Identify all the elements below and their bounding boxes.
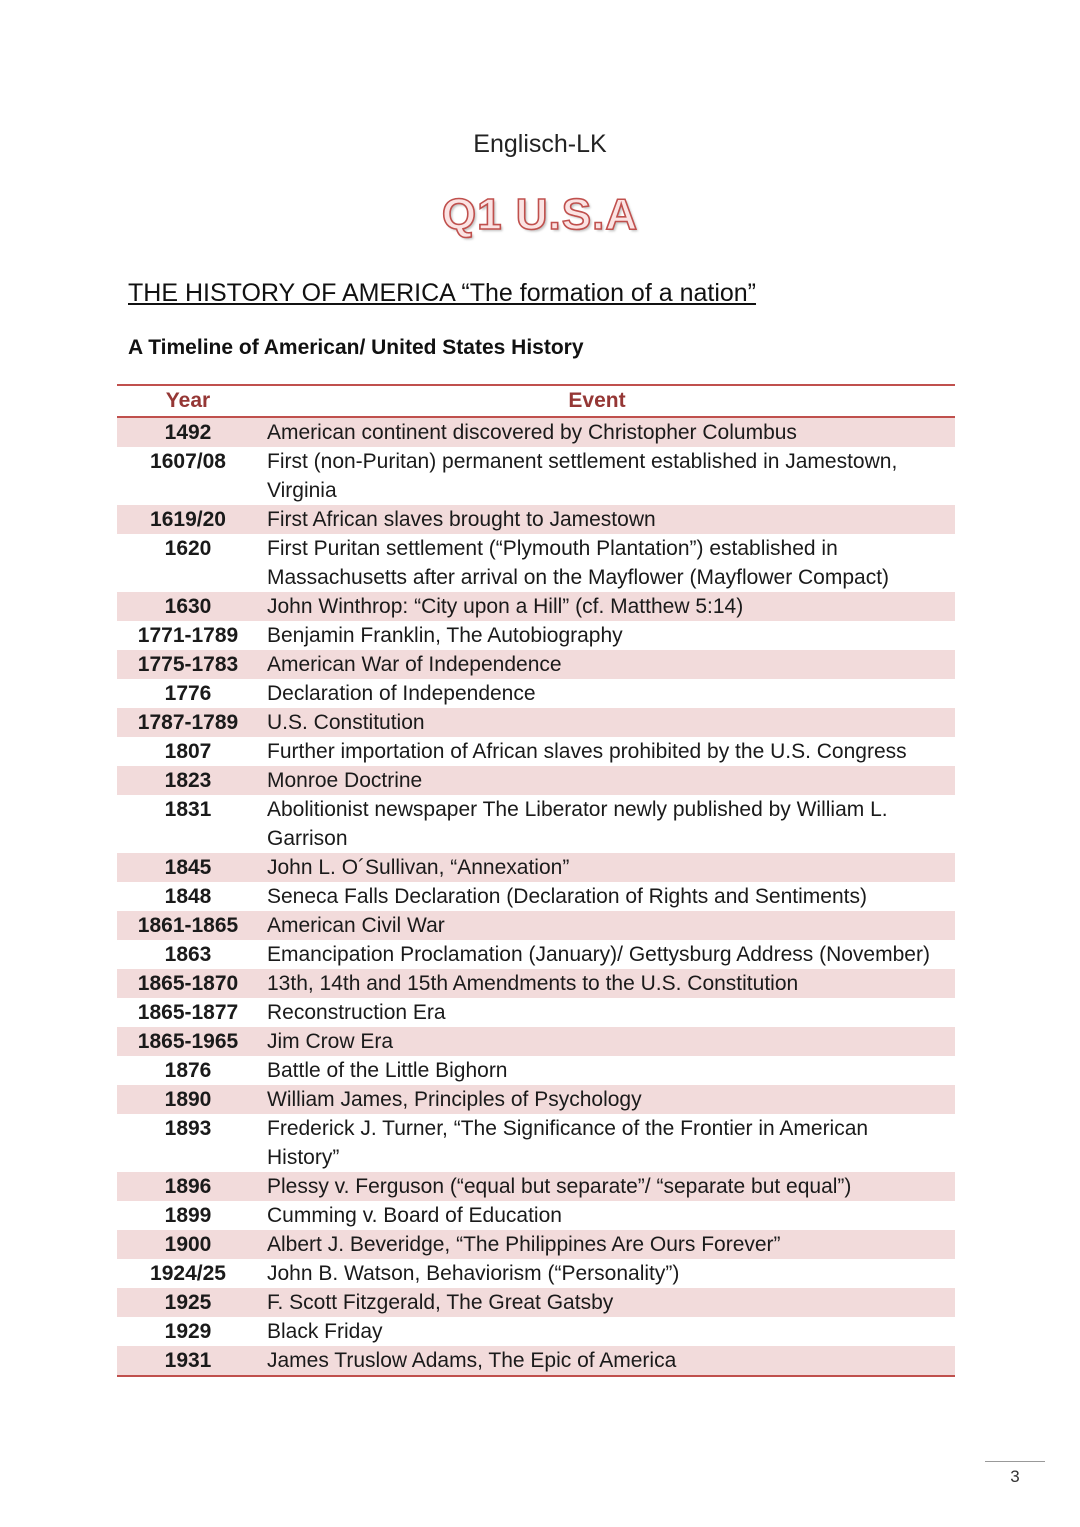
timeline-title: A Timeline of American/ United States History <box>128 336 584 359</box>
event-cell: Benjamin Franklin, The Autobiography <box>267 624 623 647</box>
year-cell: 1619/20 <box>150 508 226 531</box>
year-cell: 1876 <box>164 1059 212 1082</box>
table-row <box>117 1172 955 1201</box>
table-row <box>117 534 955 592</box>
event-cell: American War of Independence <box>267 653 562 676</box>
table-row <box>117 1259 955 1288</box>
event-cell: U.S. Constitution <box>267 711 425 734</box>
event-column-header: Event <box>568 389 626 412</box>
year-cell: 1823 <box>164 769 212 792</box>
table-row <box>117 505 955 534</box>
table-row <box>117 708 955 737</box>
table-row <box>117 679 955 708</box>
year-cell: 1831 <box>164 798 212 821</box>
page-number-rule <box>985 1461 1045 1462</box>
table-row <box>117 1201 955 1230</box>
event-cell: Plessy v. Ferguson (“equal but separate”/ “separate but equal”) <box>267 1175 852 1198</box>
table-row <box>117 621 955 650</box>
table-row <box>117 853 955 882</box>
year-cell: 1929 <box>164 1320 212 1343</box>
year-cell: 1900 <box>164 1233 212 1256</box>
page-number: 3 <box>1010 1467 1020 1486</box>
table-row <box>117 998 955 1027</box>
table-row <box>117 1114 955 1172</box>
table-row <box>117 940 955 969</box>
table-body <box>117 418 955 1375</box>
event-cell: 13th, 14th and 15th Amendments to the U.S. Constitution <box>267 972 799 995</box>
table-row <box>117 1288 955 1317</box>
year-cell: 1893 <box>164 1117 212 1140</box>
event-cell: Frederick J. Turner, “The Significance of the Frontier in American History” <box>267 1117 869 1169</box>
year-cell: 1620 <box>164 537 212 560</box>
year-cell: 1845 <box>164 856 212 879</box>
table-row <box>117 1317 955 1346</box>
event-cell: Seneca Falls Declaration (Declaration of Rights and Sentiments) <box>267 885 867 908</box>
event-cell: William James, Principles of Psychology <box>267 1088 642 1111</box>
event-cell: John B. Watson, Behaviorism (“Personality”) <box>267 1262 680 1285</box>
event-cell: Battle of the Little Bighorn <box>267 1059 508 1082</box>
event-cell: John Winthrop: “City upon a Hill” (cf. Matthew 5:14) <box>267 595 744 618</box>
event-cell: Reconstruction Era <box>267 1001 446 1024</box>
table-row <box>117 882 955 911</box>
year-cell: 1890 <box>164 1088 212 1111</box>
table-row <box>117 1346 955 1375</box>
event-cell: First Puritan settlement (“Plymouth Plantation”) established in Massachusetts after arrival on the Mayflower (Mayflower Compact) <box>267 537 890 589</box>
table-row <box>117 1056 955 1085</box>
year-cell: 1924/25 <box>150 1262 226 1285</box>
table-row <box>117 969 955 998</box>
table-row <box>117 737 955 766</box>
table-row <box>117 592 955 621</box>
event-cell: John L. O´Sullivan, “Annexation” <box>267 856 570 879</box>
year-cell: 1931 <box>164 1349 212 1372</box>
year-cell: 1896 <box>164 1175 212 1198</box>
subject-title: Q1 U.S.A <box>441 190 639 239</box>
table-row <box>117 418 955 447</box>
event-cell: Abolitionist newspaper The Liberator newly published by William L. Garrison <box>267 798 888 850</box>
event-cell: Declaration of Independence <box>267 682 536 705</box>
year-cell: 1771-1789 <box>137 624 239 647</box>
year-cell: 1848 <box>164 885 212 908</box>
event-cell: First (non-Puritan) permanent settlement established in Jamestown, Virginia <box>267 450 898 502</box>
year-cell: 1787-1789 <box>137 711 239 734</box>
document-heading: THE HISTORY OF AMERICA “The formation of a nation” <box>128 279 757 307</box>
event-cell: American Civil War <box>267 914 445 937</box>
event-cell: Monroe Doctrine <box>267 769 423 792</box>
year-cell: 1925 <box>164 1291 212 1314</box>
course-title: Englisch-LK <box>473 130 607 158</box>
year-cell: 1776 <box>164 682 212 705</box>
event-cell: Further importation of African slaves prohibited by the U.S. Congress <box>267 740 907 763</box>
year-cell: 1807 <box>164 740 212 763</box>
year-cell: 1865-1965 <box>137 1030 239 1053</box>
event-cell: Black Friday <box>267 1320 383 1343</box>
event-cell: Albert J. Beveridge, “The Philippines Are Ours Forever” <box>267 1233 781 1256</box>
timeline-table <box>117 384 955 1377</box>
table-row <box>117 447 955 505</box>
table-row <box>117 1085 955 1114</box>
year-cell: 1865-1877 <box>137 1001 239 1024</box>
event-cell: Emancipation Proclamation (January)/ Gettysburg Address (November) <box>267 943 930 966</box>
table-row <box>117 766 955 795</box>
year-cell: 1861-1865 <box>137 914 239 937</box>
year-cell: 1630 <box>164 595 212 618</box>
year-cell: 1492 <box>164 421 212 444</box>
year-cell: 1775-1783 <box>137 653 239 676</box>
table-row <box>117 1027 955 1056</box>
table-row <box>117 795 955 853</box>
table-header <box>117 386 955 418</box>
year-cell: 1863 <box>164 943 212 966</box>
year-cell: 1899 <box>164 1204 212 1227</box>
event-cell: James Truslow Adams, The Epic of America <box>267 1349 677 1372</box>
table-row <box>117 1230 955 1259</box>
event-cell: First African slaves brought to Jamestown <box>267 508 656 531</box>
year-cell: 1607/08 <box>150 450 226 473</box>
table-row <box>117 650 955 679</box>
event-cell: American continent discovered by Christopher Columbus <box>267 421 797 444</box>
event-cell: Cumming v. Board of Education <box>267 1204 562 1227</box>
event-cell: F. Scott Fitzgerald, The Great Gatsby <box>267 1291 614 1314</box>
event-cell: Jim Crow Era <box>267 1030 394 1053</box>
year-cell: 1865-1870 <box>137 972 239 995</box>
table-row <box>117 911 955 940</box>
year-column-header: Year <box>165 389 211 412</box>
